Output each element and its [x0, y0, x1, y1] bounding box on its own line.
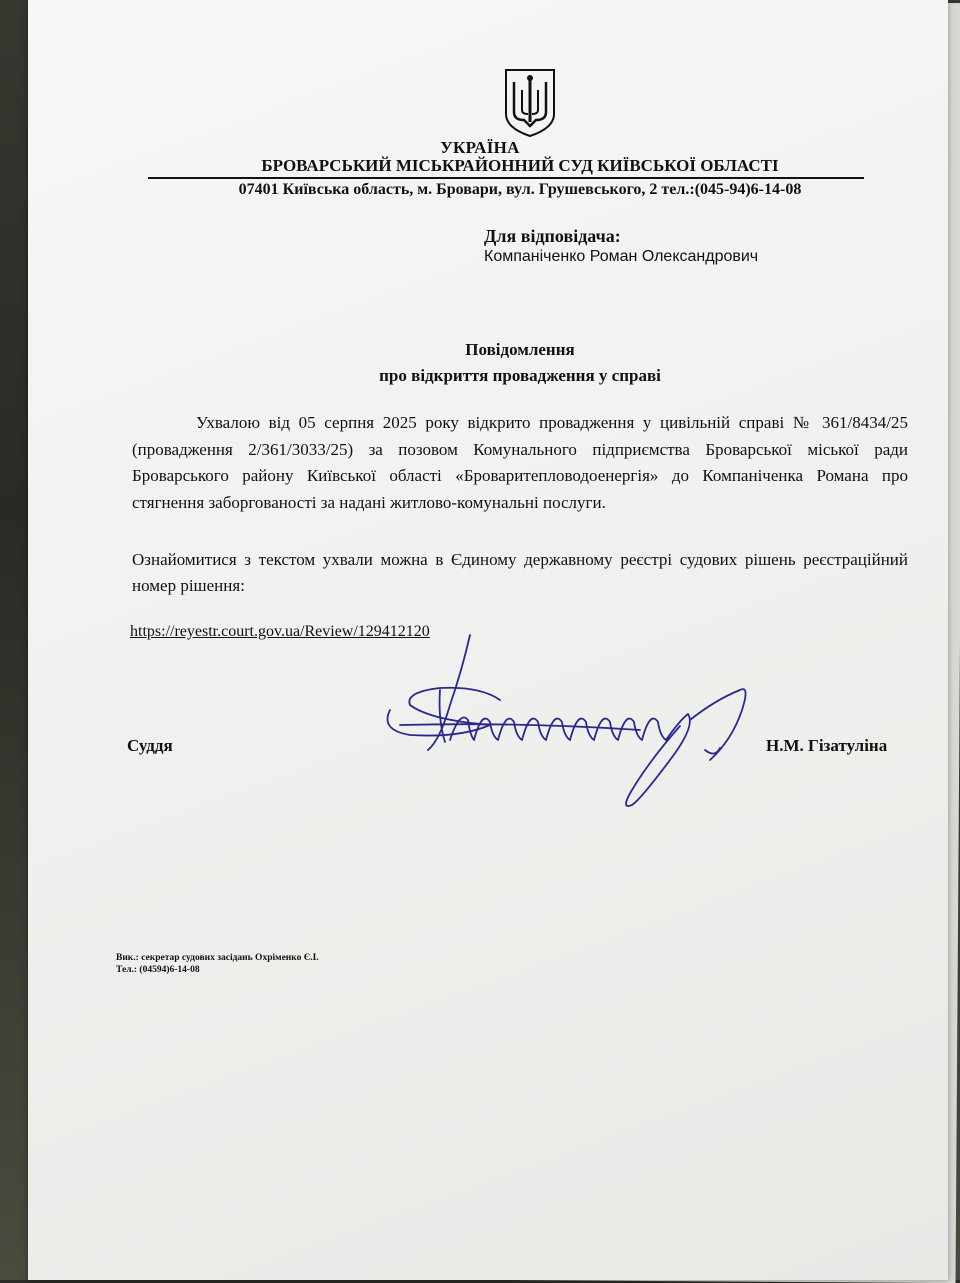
registry-link[interactable]: https://reyestr.court.gov.ua/Review/129412120	[130, 623, 430, 640]
registry-paragraph: Ознайомитися з текстом ухвали можна в Єдиному державному реєстрі судових рішень реєстраційний номер рішення:	[132, 550, 908, 595]
header-divider	[148, 177, 864, 179]
court-address: 07401 Київська область, м. Бровари, вул. Грушевського, 2 тел.:(045-94)6-14-08	[238, 181, 802, 198]
country-heading: УКРАЇНА	[440, 138, 520, 157]
document-subtitle: про відкриття провадження у справі	[379, 366, 661, 385]
court-name: БРОВАРСЬКИЙ МІСЬКРАЙОННИЙ СУД КИЇВСЬКОЇ ОБЛАСТІ	[261, 156, 779, 175]
recipient-name: Компаніченко Роман Олександрович	[484, 248, 759, 265]
judge-role: Суддя	[127, 736, 173, 755]
judge-name: Н.М. Гізатуліна	[766, 736, 888, 755]
handwritten-signature	[370, 630, 760, 815]
executor-note: Вик.: секретар судових засідань Охріменко Є.І.	[116, 953, 319, 963]
coat-of-arms-icon	[502, 66, 558, 138]
recipient-label: Для відповідача:	[484, 226, 621, 246]
executor-phone: Тел.: (04594)6-14-08	[116, 965, 200, 975]
ruling-paragraph: Ухвалою від 05 серпня 2025 року відкрито провадження у цивільній справі № 361/8434/25 (провадження 2/361/3033/25) за позовом Комунального підприємства Броварської міської ради Броварського району Київської області «Броваритепловодоенергія» до Компаніченка Романа про стягнення заборгованості за надані житлово-комунальні послуги.	[132, 413, 908, 512]
document-title: Повідомлення	[465, 340, 575, 359]
